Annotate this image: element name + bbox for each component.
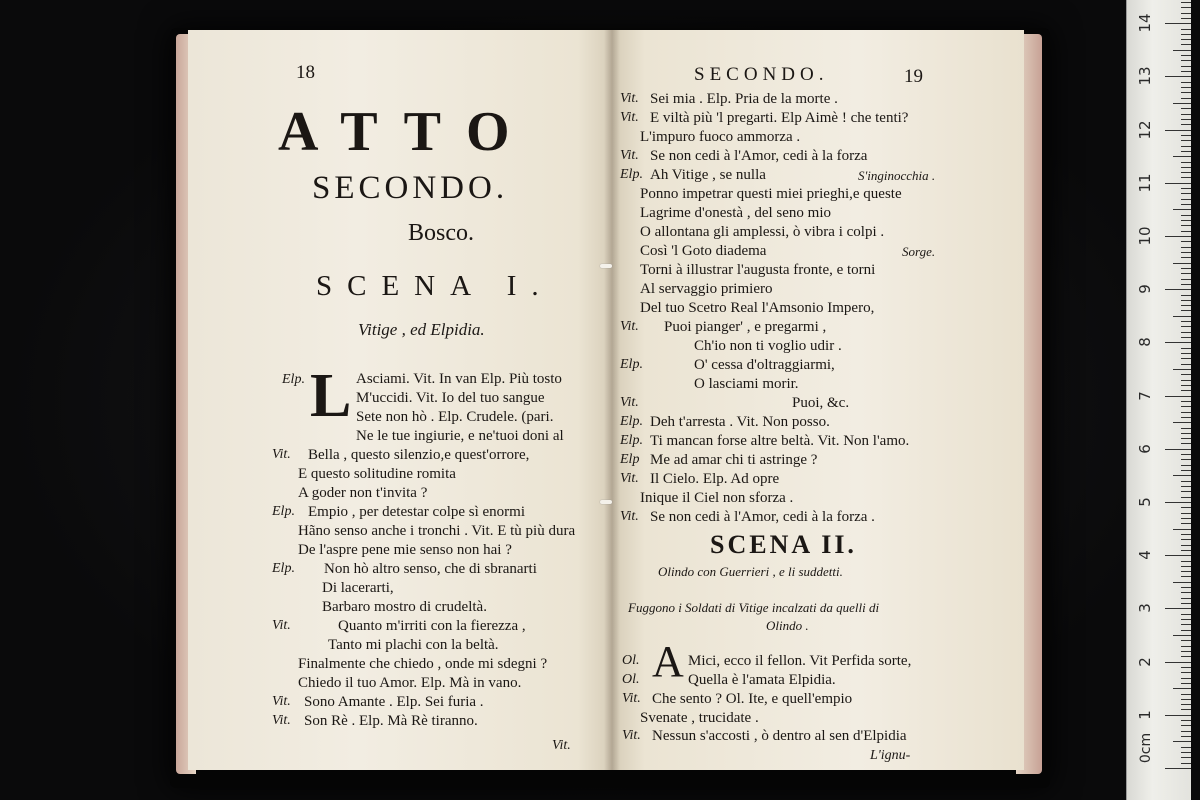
ruler-tick [1173,635,1191,636]
stage-note: Olindo . [766,618,809,633]
ruler-tick [1181,523,1191,524]
ruler-tick [1165,76,1191,77]
ruler-tick [1181,348,1191,349]
ruler-tick [1173,688,1191,689]
ruler-tick [1181,571,1191,572]
ruler-tick [1181,247,1191,248]
verse-line: Il Cielo. Elp. Ad opre [650,471,780,487]
ruler-tick [1181,486,1191,487]
ruler-tick [1181,587,1191,588]
ruler-number: 5 [1136,497,1154,507]
ruler-tick [1181,736,1191,737]
ruler-number: 8 [1136,337,1154,348]
speaker: Ol. [622,653,640,668]
verse-line: E viltà più 'l pregarti. Elp Aimè ! che tenti? [650,110,909,126]
ruler-tick [1181,305,1191,306]
ruler-tick [1173,316,1191,317]
ruler-tick [1181,672,1191,673]
page-number-right: 19 [904,66,923,87]
ruler-tick [1181,470,1191,471]
ruler-number: 10 [1136,226,1154,246]
ruler-tick [1181,550,1191,551]
ruler-tick [1181,390,1191,391]
ruler-number: 11 [1136,173,1154,193]
ruler-tick [1181,752,1191,753]
ruler-tick [1181,545,1191,546]
ruler-tick [1181,7,1191,8]
ruler-tick [1181,87,1191,88]
ruler-tick [1181,592,1191,593]
ruler-tick [1181,406,1191,407]
ruler-number: 1 [1136,710,1154,720]
ruler-tick [1181,177,1191,178]
ruler-tick [1165,130,1191,131]
ruler-tick [1165,715,1191,716]
ruler-tick [1181,704,1191,705]
ruler-tick [1181,667,1191,668]
speaker: Elp. [620,433,643,448]
speaker: Vit. [620,148,639,163]
heading-atto: ATTO [278,101,536,163]
stage-direction: S'inginocchia . [858,168,936,183]
ruler-tick [1181,13,1191,14]
stage-note: Fuggono i Soldati di Vitige incalzati da quelli di [628,600,880,615]
verse-line: Nessun s'accosti , ò dentro al sen d'Elpidia [652,728,907,744]
ruler-tick [1173,475,1191,476]
ruler-tick [1181,630,1191,631]
ruler-tick [1181,358,1191,359]
ruler-tick [1181,438,1191,439]
verse-line: Sono Amante . Elp. Sei furia . [304,694,484,710]
ruler-tick [1181,443,1191,444]
verse-line: L'impuro fuoco ammorza . [640,129,801,145]
ruler-tick [1165,768,1191,769]
ruler-tick [1181,321,1191,322]
ruler-tick [1181,507,1191,508]
speaker: Vit. [620,91,639,106]
ruler-tick [1181,624,1191,625]
ruler-tick [1181,257,1191,258]
running-head: SECONDO. [694,64,829,85]
ruler-tick [1181,614,1191,615]
verse-line: Se non cedi à l'Amor, cedi à la forza [650,148,868,164]
verse-line: Che sento ? Ol. Ite, e quell'empio [652,691,853,707]
right-page [612,30,1024,770]
verse-line: Quella è l'amata Elpidia. [688,672,836,688]
ruler-tick [1181,699,1191,700]
ruler-tick [1181,167,1191,168]
verse-line: Ah Vitige , se nulla [650,167,766,183]
ruler-tick [1181,273,1191,274]
page-number-left: 18 [296,62,315,83]
ruler-tick [1165,396,1191,397]
ruler-tick [1165,555,1191,556]
ruler-tick [1181,34,1191,35]
verse-line: Non hò altro senso, che di sbranarti [324,561,537,577]
ruler-tick [1173,156,1191,157]
ruler-tick [1181,428,1191,429]
ruler-tick [1181,66,1191,67]
ruler-tick [1181,114,1191,115]
ruler-tick [1181,364,1191,365]
ruler-tick [1181,385,1191,386]
ruler-tick [1181,55,1191,56]
ruler-tick [1181,279,1191,280]
speaker: Vit. [272,447,291,462]
verse-line: Hãno senso anche i tronchi . Vit. E tù più dura [298,523,576,539]
setting-label: Bosco. [408,220,474,246]
ruler-tick [1181,124,1191,125]
speaker: Vit. [622,691,641,706]
ruler-tick [1181,108,1191,109]
ruler-tick [1181,284,1191,285]
ruler-tick [1181,60,1191,61]
ruler-tick [1165,23,1191,24]
ruler-tick [1181,720,1191,721]
verse-line: A goder non t'invita ? [298,485,428,501]
ruler-tick [1181,162,1191,163]
scene-title: SCENA I. [316,270,554,302]
ruler-tick [1181,561,1191,562]
ruler-tick [1181,220,1191,221]
ruler-number: 7 [1136,390,1154,401]
verse-line: Deh t'arresta . Vit. Non posso. [650,414,830,430]
heading-act: SECONDO. [312,170,509,206]
ruler-tick [1181,454,1191,455]
ruler-number: 12 [1136,120,1154,140]
ruler-tick [1181,98,1191,99]
gutter-shadow [604,30,620,770]
verse-line: Torni à illustrar l'augusta fronte, e torni [640,262,876,278]
speaker: Vit. [620,509,639,524]
verse-line: Ch'io non ti voglio udir . [694,338,842,354]
ruler-tick [1181,678,1191,679]
ruler-tick [1181,513,1191,514]
ruler-tick [1181,135,1191,136]
ruler-tick [1181,204,1191,205]
ruler-tick [1181,491,1191,492]
speaker: Elp. [282,372,305,387]
ruler-tick [1181,534,1191,535]
ruler-tick [1173,582,1191,583]
ruler-tick [1181,747,1191,748]
ruler-tick [1181,640,1191,641]
ruler-number: 9 [1136,284,1154,294]
verse-line: Sete non hò . Elp. Crudele. (pari. [356,409,554,425]
verse-line: Così 'l Goto diadema [640,243,767,259]
verse-line: Finalmente che chiedo , onde mi sdegni ? [298,656,548,672]
ruler-tick [1181,146,1191,147]
speaker: Vit. [622,728,641,743]
ruler-tick [1181,300,1191,301]
ruler-unit: 0cm [1138,732,1155,764]
verse-line: Barbaro mostro di crudeltà. [322,599,487,615]
ruler-tick [1181,619,1191,620]
speaker: Vit. [272,713,291,728]
ruler-tick [1181,401,1191,402]
ruler-tick [1181,82,1191,83]
verse-line: De l'aspre pene mie senso non hai ? [298,542,512,558]
speaker: Vit. [620,395,639,410]
ruler-tick [1181,481,1191,482]
ruler-tick [1165,662,1191,663]
ruler-tick [1181,518,1191,519]
ruler-tick [1181,337,1191,338]
character-list: Vitige , ed Elpidia. [358,320,485,339]
ruler-tick [1165,183,1191,184]
ruler-tick [1181,310,1191,311]
scene-2-title: SCENA II. [710,530,857,559]
ruler-tick [1181,44,1191,45]
ruler-tick [1181,268,1191,269]
speaker: Vit. [272,694,291,709]
verse-line: Puoi, &c. [792,395,850,411]
ruler-tick [1181,18,1191,19]
ruler-tick [1173,741,1191,742]
verse-line: O lasciami morir. [694,376,799,392]
ruler-number: 6 [1136,444,1154,454]
speaker: Vit. [620,471,639,486]
ruler-tick [1181,332,1191,333]
ruler-number: 14 [1136,13,1154,33]
verse-line: Mici, ecco il fellon. Vit Perfida sorte, [688,653,912,669]
ruler-tick [1181,459,1191,460]
speaker: Ol. [622,672,640,687]
ruler-tick [1181,694,1191,695]
ruler-tick [1181,225,1191,226]
ruler-tick [1181,71,1191,72]
ruler-tick [1173,369,1191,370]
ruler-number: 3 [1136,603,1154,614]
verse-line: Di lacerarti, [322,580,394,596]
dropcap-l: L [310,362,352,430]
ruler-tick [1181,417,1191,418]
verse-line: Svenate , trucidate . [640,710,759,726]
measuring-ruler [1126,0,1191,800]
speaker: Elp [620,452,640,467]
verse-line: Bella , questo silenzio,e quest'orrore, [308,447,530,463]
ruler-tick [1181,433,1191,434]
ruler-tick [1181,763,1191,764]
speaker: Elp. [272,561,295,576]
ruler-tick [1181,119,1191,120]
ruler-tick [1173,422,1191,423]
ruler-tick [1181,497,1191,498]
ruler-tick [1181,603,1191,604]
verse-line: Ti mancan forse altre beltà. Vit. Non l'amo. [650,433,910,449]
ruler-tick [1181,757,1191,758]
ruler-tick [1173,529,1191,530]
verse-line: Empio , per detestar colpe sì enormi [308,504,526,520]
speaker: Vit. [620,319,639,334]
ruler-tick [1181,2,1191,3]
verse-line: Asciami. Vit. In van Elp. Più tosto [356,371,562,387]
ruler-tick [1181,465,1191,466]
verse-line: Se non cedi à l'Amor, cedi à la forza . [650,509,875,525]
ruler-tick [1181,651,1191,652]
ruler-tick [1181,140,1191,141]
verse-line: Al servaggio primiero [640,281,773,297]
ruler-tick [1181,172,1191,173]
ruler-tick [1181,39,1191,40]
ruler-tick [1181,92,1191,93]
ruler-tick [1181,709,1191,710]
ruler-tick [1181,151,1191,152]
speaker: Elp. [620,357,643,372]
verse-line: Tanto mi plachi con la beltà. [328,637,499,653]
speaker: Vit. [620,110,639,125]
scene-2-characters: Olindo con Guerrieri , e li suddetti. [658,564,843,579]
ruler-tick [1173,209,1191,210]
verse-line: Lagrime d'onestà , del seno mio [640,205,831,221]
ruler-tick [1181,215,1191,216]
verse-line: Chiedo il tuo Amor. Elp. Mà in vano. [298,675,522,691]
ruler-tick [1181,241,1191,242]
ruler-tick [1181,380,1191,381]
ruler-number: 4 [1136,550,1154,560]
ruler-tick [1181,193,1191,194]
ruler-tick [1181,231,1191,232]
verse-line: Del tuo Scetro Real l'Amsonio Impero, [640,300,875,316]
ruler-tick [1181,656,1191,657]
ruler-tick [1181,326,1191,327]
ruler-tick [1173,263,1191,264]
speaker: Elp. [620,414,643,429]
verse-line: M'uccidi. Vit. Io del tuo sangue [356,390,545,406]
ruler-tick [1181,29,1191,30]
ruler-tick [1173,50,1191,51]
verse-line: O' cessa d'oltraggiarmi, [694,357,835,373]
speaker: Vit. [272,618,291,633]
binding-thread [600,264,612,268]
dropcap-a: A [652,637,684,686]
ruler-tick [1181,252,1191,253]
ruler-tick [1165,236,1191,237]
binding-thread [600,500,612,504]
verse-line: Inique il Ciel non sforza . [640,490,794,506]
left-page [188,30,612,770]
ruler-number: 2 [1136,656,1154,667]
ruler-tick [1165,342,1191,343]
ruler-tick [1181,725,1191,726]
ruler-tick [1173,103,1191,104]
ruler-tick [1181,412,1191,413]
speaker: Elp. [620,167,643,182]
ruler-tick [1165,502,1191,503]
ruler-tick [1181,374,1191,375]
ruler-tick [1181,576,1191,577]
ruler-tick [1181,731,1191,732]
ruler-tick [1181,295,1191,296]
verse-line: E questo solitudine romita [298,466,456,482]
verse-line: Son Rè . Elp. Mà Rè tiranno. [304,713,478,729]
catchword-right: L'ignu- [870,748,911,763]
ruler-tick [1181,566,1191,567]
ruler-tick [1181,598,1191,599]
ruler-tick [1181,199,1191,200]
ruler-tick [1181,646,1191,647]
verse-line: O allontana gli amplessi, ò vibra i colpi . [640,224,885,240]
ruler-tick [1165,608,1191,609]
ruler-tick [1181,683,1191,684]
speaker: Elp. [272,504,295,519]
verse-line: Puoi pianger' , e pregarmi , [664,319,827,335]
verse-line: Me ad amar chi ti astringe ? [650,452,818,468]
verse-line: Ponno impetrar questi miei prieghi,e queste [640,186,902,202]
ruler-tick [1165,289,1191,290]
verse-line: Sei mia . Elp. Pria de la morte . [650,91,838,107]
verse-line: Ne le tue ingiurie, e ne'tuoi doni al [356,428,564,444]
ruler-tick [1181,353,1191,354]
ruler-tick [1181,188,1191,189]
ruler-tick [1181,539,1191,540]
catchword-left: Vit. [552,738,571,753]
stage-direction: Sorge. [902,244,936,259]
ruler-number: 13 [1136,66,1154,86]
verse-line: Quanto m'irriti con la fierezza , [338,618,526,634]
ruler-tick [1165,449,1191,450]
